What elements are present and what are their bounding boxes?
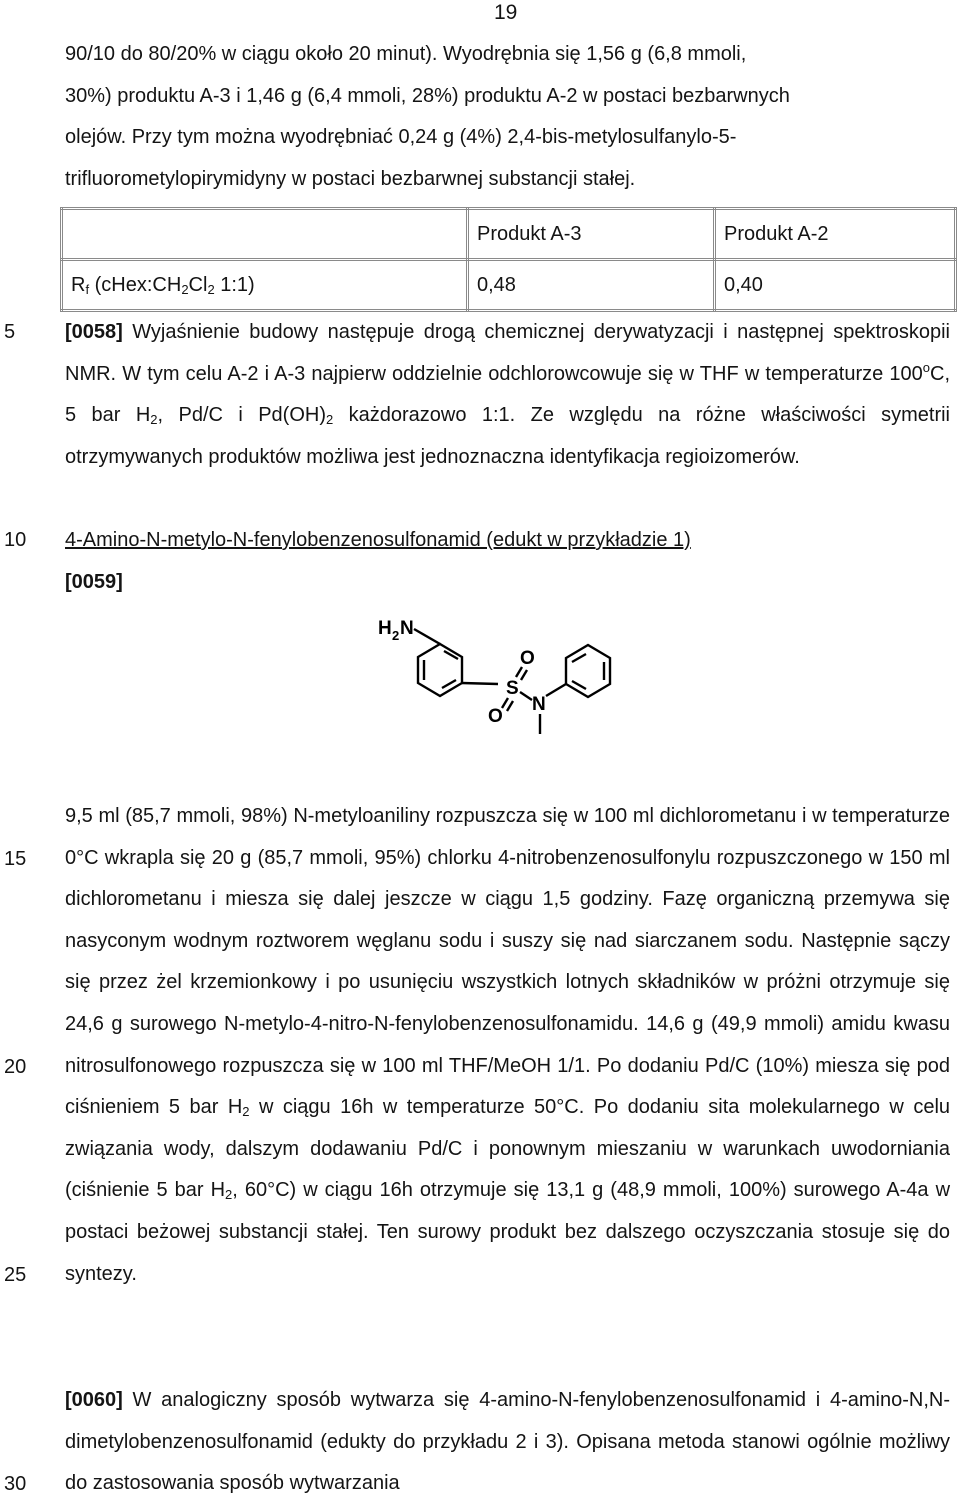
intro-line-2: 30%) produktu A-3 i 1,46 g (6,4 mmoli, 28%) produktu A-2 w postaci bezbarwnych xyxy=(65,84,790,107)
ring-to-sulfur-bond xyxy=(462,683,498,684)
amine-H-label: H xyxy=(378,618,392,639)
rf-table-empty-cell xyxy=(62,209,468,260)
rf-table xyxy=(60,207,957,312)
line-number-30: 30 xyxy=(4,1473,27,1495)
rf-table-row-label: $R_f$ ($cHex:CH_2Cl_2$ 1:1) xyxy=(62,260,468,311)
intro-paragraph xyxy=(65,34,950,200)
amine-N-label: N xyxy=(400,618,414,639)
page-number: 19 xyxy=(494,1,518,24)
paragraph-tag-0058: [0058] xyxy=(65,321,123,343)
paragraph-tag-0059: [0059] xyxy=(65,571,123,593)
rf-table-value-a2: 0,40 xyxy=(715,260,956,311)
intro-line-1: 90/10 do 80/20% w ciągu około 20 minut). Wyodrębnia się 1,56 g (6,8 mmoli, xyxy=(65,43,747,65)
amine-sub-label: 2 xyxy=(392,628,400,643)
sulfonyl-double-bond xyxy=(507,701,513,711)
line-number-20: 20 xyxy=(4,1056,27,1078)
intro-line-4: trifluorometylopirymidyny w postaci bezbarwnej substancji stałej. xyxy=(65,167,636,190)
intro-line-3: olejów. Przy tym można wyodrębniać 0,24 g (4%) 2,4-bis-metylosulfanylo-5- xyxy=(65,126,737,149)
line-number-10: 10 xyxy=(4,529,27,551)
rf-table-header-a3: Produkt A-3 xyxy=(468,209,715,260)
procedure-paragraph: 9,5 ml (85,7 mmoli, 98%) N-metyloaniliny rozpuszcza się w 100 ml dichlorometanu i w temperaturze 0°C wkrapla się 20 g (85,7 mmoli, 95%) chlorku 4-nitrobenzenosulfonylu rozpuszczonego w 150 ml dichlorometanu i miesza się dalej jeszcze w ciągu 1,5 godziny. Fazę organiczną przemywa się nasyconym wodnym roztworem węglanu sodu i suszy się nad siarczanem sodu. Następnie sączy się przez żel krzemionkowy i po usunięciu wszystkich lotnych składników w próżni otrzymuje się 24,6 g surowego N-metylo-4-nitro-N-fenylobenzenosulfonamidu. 14,6 g (49,9 mmoli) amidu kwasu nitrosulfonowego rozpuszcza się w 100 ml THF/MeOH 1/1. Po dodaniu Pd/C (10%) miesza się pod ciśnieniem 5 bar $H_2$ w ciągu 16h w temperaturze 50°C. Po dodaniu sita molekularnego w celu związania wody, dalszym dodawaniu Pd/C i ponownym mieszaniu w warunkach uwodorniania (ciśnienie 5 bar $H_2$, 60°C) w ciągu 16h otrzymuje się 13,1 g (48,9 mmoli, 100%) surowego A-4a w postaci beżowej substancji stałej. Ten surowy produkt bez dalszego oczyszczania stosuje się do syntezy. xyxy=(65,805,951,1285)
nitrogen-phenyl-bond xyxy=(546,684,566,696)
paragraph-0058: [0058] Wyjaśnienie budowy następuje drogą chemicznej derywatyzacji i następnej spektroskopii NMR. W tym celu A-2 i A-3 najpierw oddzielnie odchlorowcowuje się w THF w temperaturze 100$^o$C, 5 bar $H_2$, Pd/C i $Pd(OH)_2$ każdorazowo 1:1. Ze względu na różne właściwości symetrii otrzymywanych produktów możliwa jest jednoznaczna identyfikacja regioizomerów. xyxy=(65,321,950,468)
sulfonyl-double-bond xyxy=(502,698,508,708)
rf-table-value-a3: 0,48 xyxy=(468,260,715,311)
oxygen-top-label: O xyxy=(520,648,535,669)
section-heading-amino: 4-Amino-N-metylo-N-fenylobenzenosulfonamid (edukt w przykładzie 1) xyxy=(65,529,691,551)
sulfonyl-double-bond xyxy=(521,670,527,680)
paragraph-0060: [0060] W analogiczny sposób wytwarza się 4-amino-N-fenylobenzenosulfonamid i 4-amino-N,N-dimetylobenzenosulfonamid (edukty do przykładu 2 i 3). Opisana metoda stanowi ogólnie możliwy do zastosowania sposób wytwarzania xyxy=(65,1389,950,1495)
line-number-15: 15 xyxy=(4,848,27,870)
amine-bond xyxy=(414,629,440,644)
rf-table-row xyxy=(62,260,956,311)
rf-table-header-row xyxy=(62,209,956,260)
sulfonamide-structure-diagram xyxy=(360,612,640,742)
nitrogen-label: N xyxy=(532,694,546,715)
rf-table-header-a2: Produkt A-2 xyxy=(715,209,956,260)
line-number-5: 5 xyxy=(4,321,16,343)
sulfur-label: S xyxy=(506,678,519,699)
line-number-25: 25 xyxy=(4,1264,27,1286)
paragraph-tag-0060: [0060] xyxy=(65,1389,123,1411)
sulfur-nitrogen-bond xyxy=(520,692,532,700)
ring2-double-bond xyxy=(572,654,586,662)
oxygen-bottom-label: O xyxy=(488,706,503,727)
